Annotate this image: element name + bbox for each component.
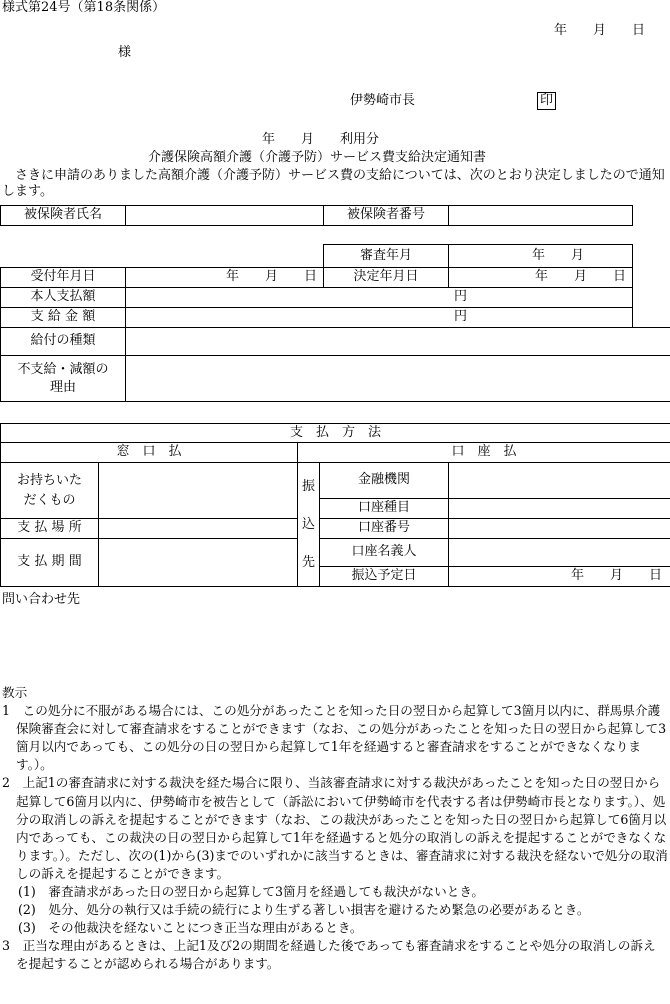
decision-table xyxy=(0,205,670,402)
account-number-label: 口座番号 xyxy=(320,519,449,539)
received-date-value: 年 月 日 xyxy=(126,268,324,288)
bank-label: 金融機関 xyxy=(320,463,449,499)
usage-period: 年 月 利用分 xyxy=(262,132,380,147)
bring-items-label: お持ちいただくもの xyxy=(1,463,99,519)
payment-amount-label: 支 給 金 額 xyxy=(1,308,126,328)
account-type-value xyxy=(449,499,670,519)
insured-name-value xyxy=(126,206,324,226)
notes-heading: 教示 xyxy=(2,685,28,700)
note-3: 3 正当な理由があるときは、上記1及び2の期間を経過した後であっても審査請求をすることや処分の取消しの訴えを提起することが認められる場合があります。 xyxy=(2,938,656,972)
reason-label: 不支給・減額の理由 xyxy=(1,356,126,402)
insured-number-value xyxy=(449,206,633,226)
payment-period-label: 支 払 期 間 xyxy=(1,539,99,587)
account-holder-value xyxy=(449,539,670,567)
note-2-sub-1: (1) 審査請求があった日の翌日から起算して3箇月を経過しても裁決がないとき。 xyxy=(18,884,485,900)
review-ym-label: 審査年月 xyxy=(324,245,449,268)
benefit-type-value xyxy=(126,328,670,356)
bring-items-value xyxy=(99,463,298,519)
decision-date-label: 決定年月日 xyxy=(324,268,449,288)
account-holder-label: 口座名義人 xyxy=(320,539,449,567)
note-2-sub-2: (2) 処分、処分の執行又は手続の続行により生ずる著しい損害を避けるため緊急の必要があるとき。 xyxy=(18,902,590,918)
payment-period-value xyxy=(99,539,298,587)
document-title: 介護保険高額介護（介護予防）サービス費支給決定通知書 xyxy=(148,150,487,165)
transfer-date-value: 年 月 日 xyxy=(449,567,670,587)
counter-payment-header: 窓 口 払 xyxy=(1,443,298,463)
seal-text: 印 xyxy=(537,92,556,110)
payment-place-label: 支 払 場 所 xyxy=(1,519,99,539)
inquiry-label: 問い合わせ先 xyxy=(2,592,81,607)
intro-text: さきに申請のありました高額介護（介護予防）サービス費の支給については、次のとおり決定しましたので通知します。 xyxy=(2,168,665,200)
payment-method-table xyxy=(0,423,670,587)
notes-section xyxy=(2,684,668,974)
transfer-date-label: 振込予定日 xyxy=(320,567,449,587)
received-date-label: 受付年月日 xyxy=(1,268,126,288)
seal-mark xyxy=(537,92,556,110)
payment-amount-value: 円 xyxy=(126,308,633,328)
benefit-type-label: 給付の種類 xyxy=(1,328,126,356)
note-1: 1 この処分に不服がある場合には、この処分があったことを知った日の翌日から起算して3箇月以内に、群馬県介護保険審査会に対して審査請求をすることができます（なお、この処分があったことを知った日の翌日から起算して3箇月以内であっても、この処分の日の翌日から起算して1年を経過すると審査請求をすることができなくなります。）。 xyxy=(2,703,667,773)
payment-place-value xyxy=(99,519,298,539)
bank-value xyxy=(449,463,670,499)
insured-name-label: 被保険者氏名 xyxy=(1,206,126,226)
self-pay-label: 本人支払額 xyxy=(1,288,126,308)
date-line: 年 月 日 xyxy=(554,23,646,38)
account-payment-header: 口 座 払 xyxy=(298,443,670,463)
account-number-value xyxy=(449,519,670,539)
self-pay-value: 円 xyxy=(126,288,633,308)
reason-value xyxy=(126,356,670,402)
issuer: 伊勢崎市長 xyxy=(350,93,416,108)
note-2-sub-3: (3) その他裁決を経ないことにつき正当な理由があるとき。 xyxy=(18,920,363,936)
review-ym-value: 年 月 xyxy=(449,245,633,268)
note-2: 2 上記1の審査請求に対する裁決を経た場合に限り、当該審査請求に対する裁決があったことを知った日の翌日から起算して6箇月以内に、伊勢崎市を被告として（訴訟において伊勢崎市を代表する者は伊勢崎市長となります。）、処分の取消しの訴えを提起することができます（なお、この裁決があったことを知った日の翌日から起算して6箇月以内であっても、この裁決の日の翌日から起算して1年を経過すると処分の取消しの訴えを提起することができなくなります。）。ただし、次の(1)から(3)までのいずれかに該当するときは、審査請求に対する裁決を経ないで処分の取消しの訴えを提起することができます。 xyxy=(2,775,668,881)
decision-date-value: 年 月 日 xyxy=(449,268,633,288)
form-number: 様式第24号（第18条関係） xyxy=(2,0,166,15)
transfer-to-label: 振込先 xyxy=(298,463,320,587)
insured-number-label: 被保険者番号 xyxy=(324,206,449,226)
account-type-label: 口座種目 xyxy=(320,499,449,519)
addressee-suffix: 様 xyxy=(118,45,132,60)
payment-method-header: 支 払 方 法 xyxy=(1,424,670,443)
